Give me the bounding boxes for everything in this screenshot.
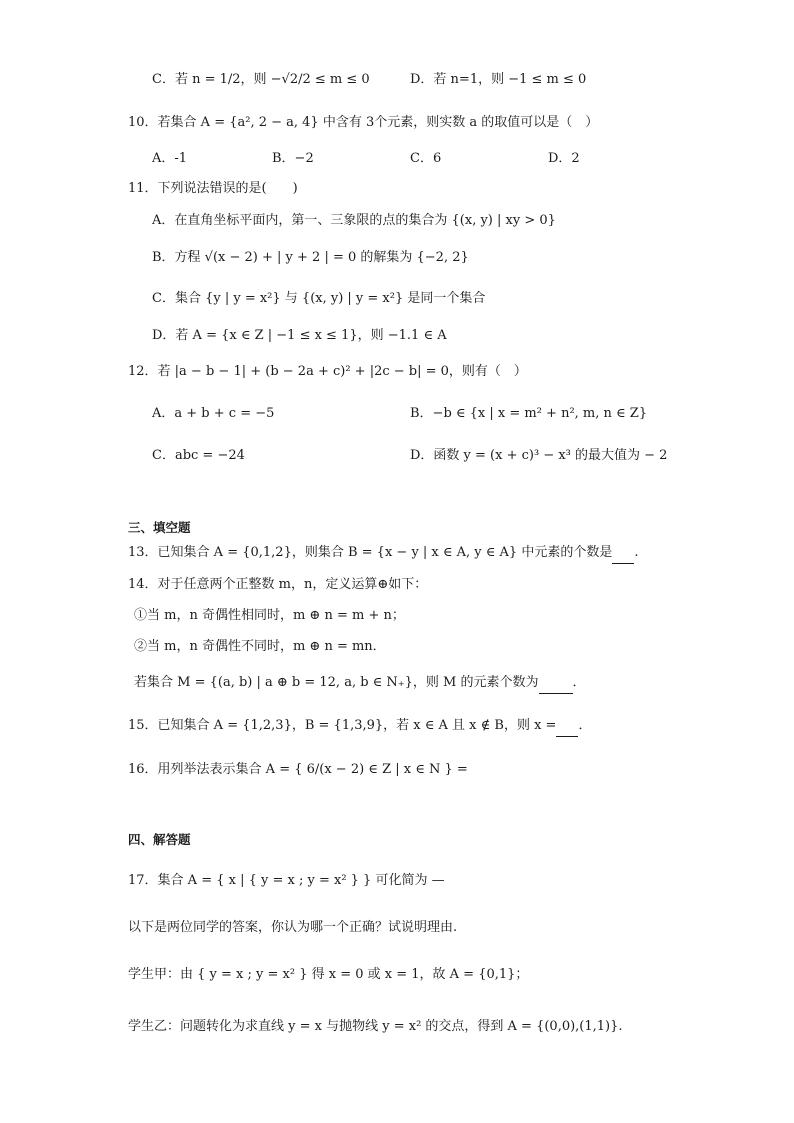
q11-option-d: D．若 A = {x ∈ Z | −1 ≤ x ≤ 1}，则 −1.1 ∈ A — [152, 328, 447, 343]
q14-answer-blank[interactable] — [539, 673, 573, 694]
q15-end: ． — [578, 718, 592, 733]
q17-prompt: 以下是两位同学的答案，你认为哪一个正确？试说明理由. — [128, 920, 458, 935]
q12-option-d: D．函数 y = (x + c)³ − x³ 的最大值为 − 2 — [410, 448, 668, 463]
q11-option-a: A．在直角坐标平面内，第一、三象限的点的集合为 {(x, y) | xy > 0} — [152, 213, 556, 228]
q13-end: . — [634, 545, 639, 560]
q14-case-2: ②当 m，n 奇偶性不同时，m ⊕ n = mn． — [134, 639, 386, 654]
q9-option-c: C．若 n = 1/2，则 −√2/2 ≤ m ≤ 0 — [152, 72, 370, 87]
q11-stem: 11．下列说法错误的是( ) — [128, 181, 298, 196]
q17-student-b: 学生乙：问题转化为求直线 y = x 与抛物线 y = x² 的交点，得到 A = {(0,0),(1,1)}. — [128, 1019, 623, 1034]
section-4-title: 四、解答题 — [128, 832, 191, 847]
q15-stem: 15．已知集合 A = {1,2,3}，B = {1,3,9}，若 x ∈ A 且 x ∉ B，则 x = — [128, 718, 557, 733]
q10-option-d: D．2 — [548, 151, 580, 166]
q14-stem: 14．对于任意两个正整数 m，n，定义运算⊕如下： — [128, 577, 428, 592]
q16-stem: 16．用列举法表示集合 A = { 6/(x − 2) ∈ Z | x ∈ N } = — [128, 762, 468, 777]
q14-end: ． — [572, 675, 586, 690]
q11-option-c: C．集合 {y | y = x²} 与 {(x, y) | y = x²} 是同一个集合 — [152, 291, 486, 306]
q14-question-line — [134, 673, 586, 694]
q10-option-b: B．−2 — [272, 151, 314, 166]
q15-line — [128, 716, 591, 737]
q17-student-a: 学生甲：由 { y = x ; y = x² } 得 x = 0 或 x = 1，故 A = {0,1}； — [128, 967, 529, 982]
q12-option-c: C．abc = −24 — [152, 448, 245, 463]
q12-option-b: B．−b ∈ {x | x = m² + n², m, n ∈ Z} — [410, 406, 648, 421]
q9-option-d: D．若 n=1，则 −1 ≤ m ≤ 0 — [410, 72, 587, 87]
q17-stem: 17．集合 A = { x | { y = x ; y = x² } } 可化简为 — — [128, 873, 445, 888]
q11-option-b: B．方程 √(x − 2) + | y + 2 | = 0 的解集为 {−2, 2} — [152, 250, 469, 265]
q14-question: 若集合 M = {(a, b) | a ⊕ b = 12, a, b ∈ N₊}，则 M 的元素个数为 — [134, 675, 539, 690]
q12-stem: 12．若 |a − b − 1| + (b − 2a + c)² + |2c − b| = 0，则有（ ） — [128, 364, 527, 379]
section-3-title: 三、填空题 — [128, 520, 191, 535]
q13-answer-blank[interactable] — [612, 543, 634, 564]
q13-stem: 13．已知集合 A = {0,1,2}，则集合 B = {x − y | x ∈ A, y ∈ A} 中元素的个数是 — [128, 545, 613, 560]
q14-case-1: ①当 m，n 奇偶性相同时，m ⊕ n = m + n； — [134, 608, 405, 623]
q10-option-a: A．-1 — [152, 151, 188, 166]
q13-line — [128, 543, 638, 564]
q10-stem: 10．若集合 A = {a², 2 − a, 4} 中含有 3个元素，则实数 a 的取值可以是（ ） — [128, 115, 599, 130]
q10-option-c: C．6 — [410, 151, 442, 166]
q15-answer-blank[interactable] — [556, 716, 578, 737]
q12-option-a: A．a + b + c = −5 — [152, 406, 275, 421]
